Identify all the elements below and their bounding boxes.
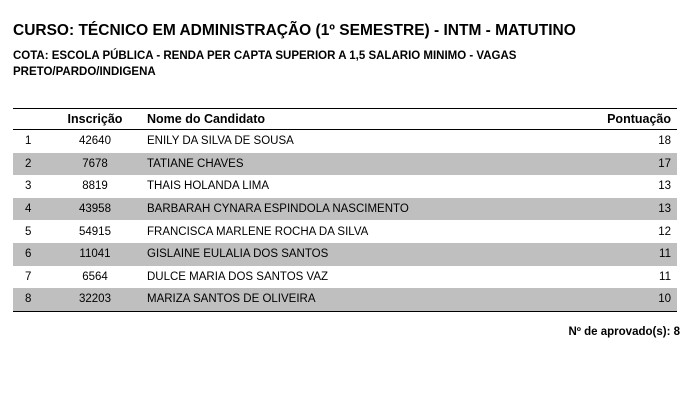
row-position: 2 [13,153,61,176]
column-header-registration: Inscrição [61,109,129,130]
row-position: 7 [25,270,32,283]
row-score: 13 [658,180,671,193]
row-registration: 43958 [61,198,129,221]
row-candidate-name: DULCE MARIA DOS SANTOS VAZ [147,270,329,283]
row-score: 11 [659,270,671,283]
row-score: 13 [551,198,677,221]
row-position: 8 [13,288,61,311]
quota-description: COTA: ESCOLA PÚBLICA - RENDA PER CAPTA SUPERIOR A 1,5 SALARIO MINIMO - VAGAS PRETO/PARDO/INDIGENA [13,50,517,78]
column-header-score: Pontuação [551,109,677,130]
row-position: 3 [25,180,32,193]
row-candidate-name: TATIANE CHAVES [129,153,551,176]
row-score: 18 [658,135,671,148]
row-score: 10 [551,288,677,311]
row-candidate-name: ENILY DA SILVA DE SOUSA [147,135,294,148]
row-candidate-name: BARBARAH CYNARA ESPINDOLA NASCIMENTO [129,198,551,221]
table-row [13,153,677,176]
row-candidate-name: THAIS HOLANDA LIMA [147,180,270,193]
row-candidate-name: FRANCISCA MARLENE ROCHA DA SILVA [147,225,369,238]
table-row [13,288,677,311]
column-header-name: Nome do Candidato [129,109,551,130]
row-position: 5 [25,225,32,238]
row-score: 17 [551,153,677,176]
course-title: CURSO: TÉCNICO EM ADMINISTRAÇÃO (1º SEMESTRE) - INTM - MATUTINO [13,22,576,39]
results-table [13,108,677,312]
table-header-row [13,109,677,130]
table-row [13,266,677,289]
row-score: 11 [551,243,677,266]
table-row [13,243,677,266]
row-registration: 11041 [61,243,129,266]
row-registration: 54915 [79,225,111,238]
table-row [13,198,677,221]
row-candidate-name: GISLAINE EULALIA DOS SANTOS [129,243,551,266]
row-registration: 42640 [79,135,111,148]
row-position: 1 [25,135,32,148]
row-registration: 32203 [61,288,129,311]
table-row [13,220,677,243]
row-registration: 6564 [82,270,108,283]
table-row [13,175,677,198]
approved-count: Nº de aprovado(s): 8 [568,326,680,338]
row-candidate-name: MARIZA SANTOS DE OLIVEIRA [129,288,551,311]
row-registration: 8819 [82,180,108,193]
row-position: 4 [13,198,61,221]
row-score: 12 [658,225,671,238]
column-header-position [13,109,61,130]
row-registration: 7678 [61,153,129,176]
row-position: 6 [13,243,61,266]
table-row [13,130,677,153]
